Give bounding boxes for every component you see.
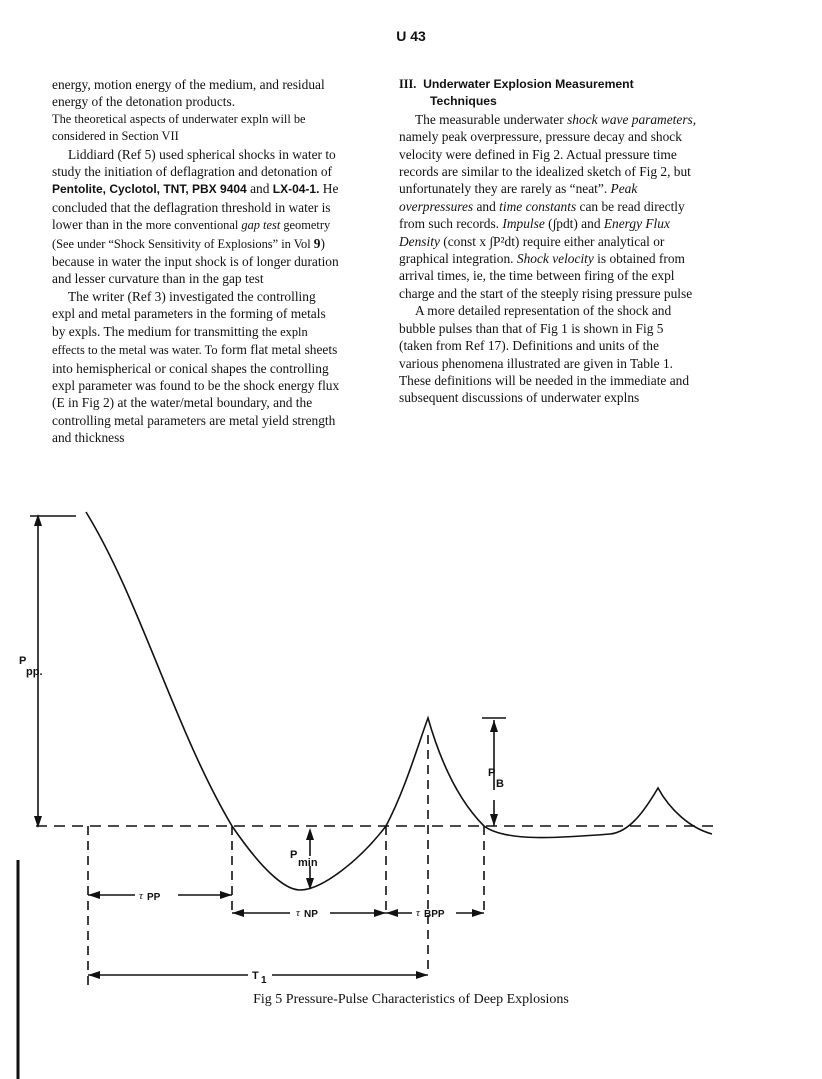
- t1-label-main: T: [252, 970, 259, 982]
- tnp-arrow-left: [232, 909, 244, 917]
- ppp-label-sub: pp.: [26, 666, 43, 678]
- text-run: Liddiard (Ref 5) used spherical shocks in water to study the initiation of deflagration and detonation of: [52, 146, 336, 180]
- text-run: The measurable underwater: [415, 111, 568, 127]
- text-run: (const x ∫P²dt) require either analytical or graphical integration.: [399, 233, 665, 267]
- text-run: is obtained from arrival times, ie, the time between firing of the expl charge and the start of the steeply rising pressure pulse: [399, 251, 693, 301]
- t1-arrow-left: [88, 971, 100, 979]
- term: Energy Flux Density: [399, 216, 670, 249]
- pb-arrow-up: [490, 720, 498, 732]
- tbpp-arrow-right: [472, 909, 484, 917]
- tnp-arrow-right: [374, 909, 386, 917]
- pmin-arrow-up: [306, 828, 314, 840]
- pb-arrow-down: [490, 814, 498, 826]
- text-run: the expln effects to the metal was water. To: [52, 324, 308, 358]
- heading-line: Underwater Explosion Measurement: [423, 77, 634, 91]
- term: shock wave parameters,: [567, 111, 697, 127]
- gap-test-term: gap test: [241, 218, 281, 233]
- tbpp-arrow-left: [386, 909, 398, 917]
- text-run: can be read directly from such records.: [399, 198, 685, 232]
- text-run: The theoretical aspects of underwater expln will be considered in Section VII: [52, 111, 306, 144]
- text-run: (∫pdt) and: [544, 216, 604, 232]
- pb-label-main: P: [488, 767, 496, 779]
- tpp-label-sub: PP: [147, 892, 161, 903]
- pressure-curve: [86, 512, 712, 890]
- pmin-label-main: P: [290, 849, 298, 861]
- section-number: III.: [399, 77, 417, 91]
- term: Peak overpressures: [399, 181, 638, 214]
- term: Shock velocity: [516, 251, 594, 267]
- text-run: and: [473, 198, 500, 214]
- text-run: energy, motion energy of the medium, and residual energy of the detonation products.: [52, 77, 325, 110]
- t1-label-sub: 1: [261, 975, 267, 986]
- pmin-label-sub: min: [298, 857, 318, 869]
- tnp-label-sub: NP: [304, 909, 318, 920]
- t1-arrow-right: [416, 971, 428, 979]
- explosive-names: Pentolite, Cyclotol, TNT, PBX 9404: [52, 182, 247, 197]
- tpp-arrow-right: [220, 891, 232, 899]
- heading-line: Techniques: [430, 94, 497, 109]
- text-run: namely peak overpressure, pressure decay and shock velocity were defined in Fig 2. Actual pressure time records are similar to the idealized sketch of Fig 2, but unfortunately they are rarely as “neat”.: [399, 129, 691, 197]
- tpp-arrow-left: [88, 891, 100, 899]
- term: Impulse: [502, 216, 545, 232]
- pb-label-sub: B: [496, 778, 504, 790]
- text-run: more conventional: [145, 218, 242, 233]
- tnp-label-tau: τ: [296, 907, 300, 919]
- text-run: form flat metal sheets into hemispherical or conical shapes the controlling expl parameter was found to be the shock energy flux (E in Fig 2) at the water/metal boundary, and the controlling metal parameters are metal yield strength and thickness: [52, 342, 340, 446]
- text-run: The writer (Ref 3) investigated the controlling expl and metal parameters in the forming of metals by expls. The medium for transmitting: [52, 288, 326, 339]
- page-number: U 43: [396, 28, 426, 44]
- ppp-label-main: P: [19, 655, 27, 667]
- tpp-label-tau: τ: [139, 890, 143, 902]
- tbpp-label-tau: τ: [416, 907, 420, 919]
- text-run: He concluded that the deflagration threshold in water is lower than in the: [52, 181, 339, 233]
- tbpp-label-sub: BPP: [424, 909, 445, 920]
- text-run: A more detailed representation of the shock and bubble pulses than that of Fig 1 is shown in Fig 5 (taken from Ref 17). Definitions and units of the various phenomena illustrated are given in Table 1. These definitions will be needed in the immediate and subsequent discussions of underwater explns: [399, 303, 690, 406]
- text-run: ) because in water the input shock is of longer duration and lesser curvature than in the gap test: [52, 235, 339, 287]
- term: time constants: [499, 198, 577, 214]
- figure-caption: Fig 5 Pressure-Pulse Characteristics of Deep Explosions: [253, 992, 569, 1007]
- explosive-name: LX-04-1.: [272, 182, 320, 197]
- text-run: and: [246, 181, 273, 197]
- volume-number: 9: [313, 235, 321, 251]
- text-run: geometry (See under “Shock Sensitivity of Explosions” in Vol: [52, 218, 331, 251]
